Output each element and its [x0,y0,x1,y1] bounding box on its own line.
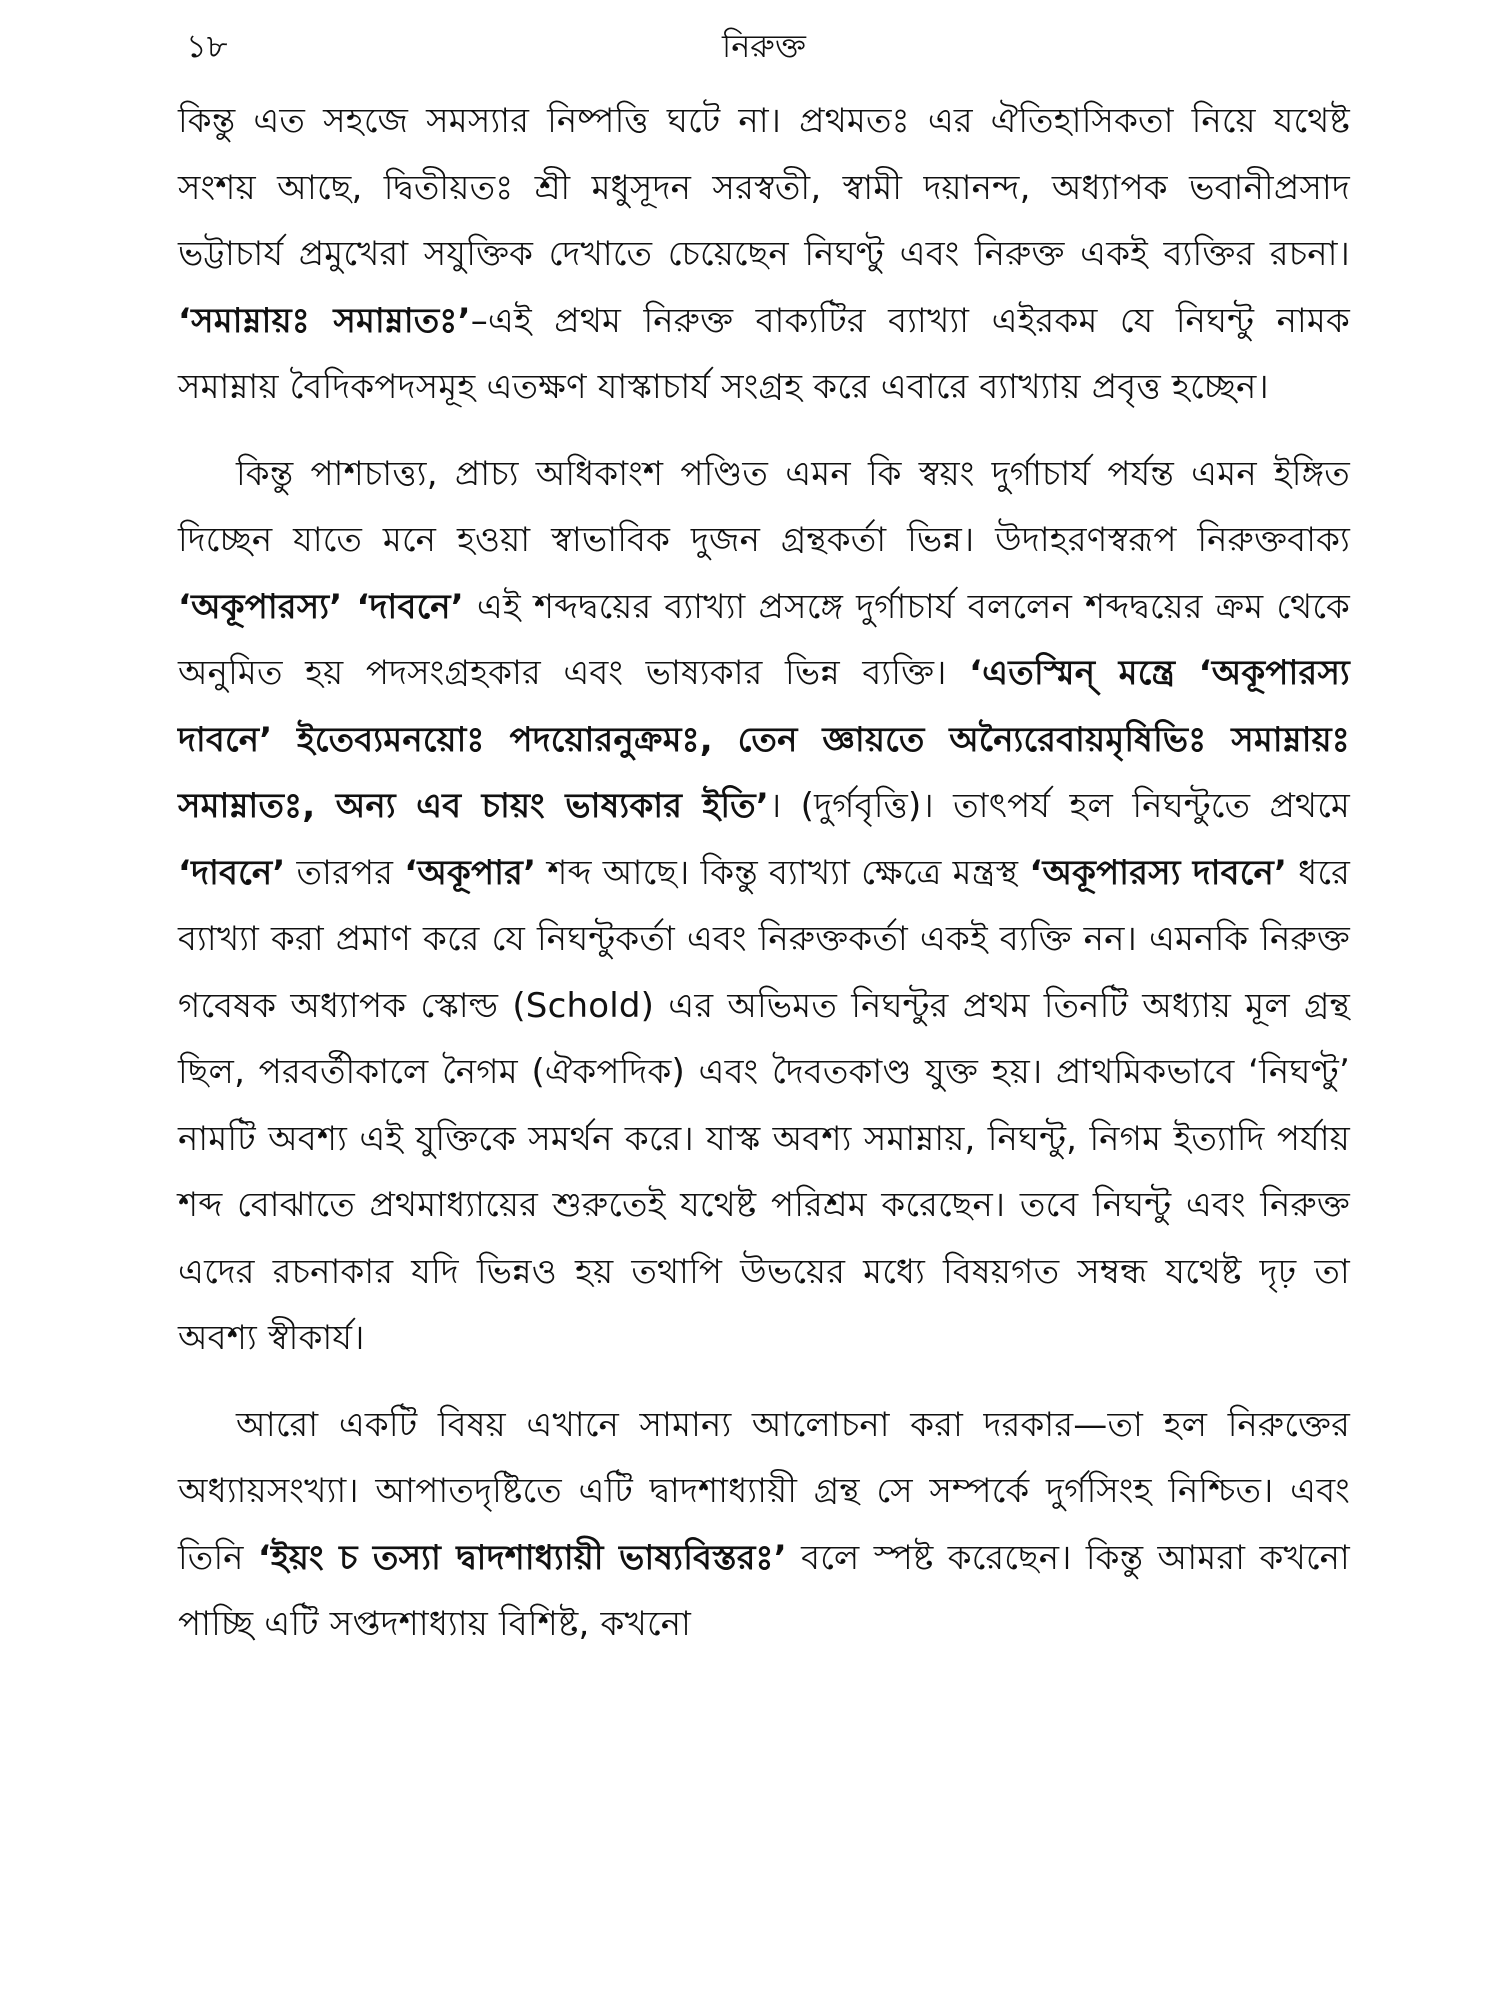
running-title: নিরুক্ত [722,27,806,65]
paragraph-2-text: শব্দ আছে। কিন্তু ব্যাখ্যা ক্ষেত্রে মন্ত্রস্থ [536,852,1030,893]
page-number: ১৮ [186,27,228,65]
paragraph-2-text: এই শব্দদ্বয়ের ব্যাখ্যা প্রসঙ্গে দুর্গাচার্য বললেন শব্দদ্বয়ের ক্রম থেকে অনুমিত হয় পদসংগ্রহকার এবং ভাষ্যকার ভিন্ন ব্যক্তি। [178,586,1350,693]
paragraph-3 [178,1392,1350,1658]
paragraph-1-text: –এই প্রথম নিরুক্ত বাক্যটির ব্যাখ্যা এইরকম যে নিঘন্টু নামক সমাম্নায় বৈদিকপদসমূহ এতক্ষণ যাস্কাচার্য সংগ্রহ করে এবারে ব্যাখ্যায় প্রবৃত্ত হচ্ছেন। [178,300,1350,407]
paragraph-2-text: ধরে ব্যাখ্যা করা প্রমাণ করে যে নিঘন্টুকর্তা এবং নিরুক্তকর্তা একই ব্যক্তি নন। এমনকি নিরুক্ত গবেষক অধ্যাপক স্কোল্ড (Schold) এর অভিমত নিঘন্টুর প্রথম তিনটি অধ্যায় মূল গ্রন্থ ছিল, পরবর্তীকালে নৈগম (ঐকপদিক) এবং দৈবতকাণ্ড যুক্ত হয়। প্রাথমিকভাবে ‘নিঘণ্টু’ নামটি অবশ্য এই যুক্তিকে সমর্থন করে। যাস্ক অবশ্য সমাম্নায়, নিঘন্টু, নিগম ইত্যাদি পর্যায় শব্দ বোঝাতে প্রথমাধ্যায়ের শুরুতেই যথেষ্ট পরিশ্রম করেছেন। তবে নিঘন্টু এবং নিরুক্ত এদের রচনাকার যদি ভিন্নও হয় তথাপি উভয়ের মধ্যে বিষয়গত সম্বন্ধ যথেষ্ট দৃঢ় তা অবশ্য স্বীকার্য। [178,852,1350,1358]
body-text [178,88,1350,1658]
paragraph-2-text: তারপর [285,852,405,893]
paragraph-2-text: কিন্তু পাশচাত্ত্য, প্রাচ্য অধিকাংশ পণ্ডিত এমন কি স্বয়ং দুর্গাচার্য পর্যন্ত এমন ইঙ্গিত দিচ্ছেন যাতে মনে হওয়া স্বাভাবিক দুজন গ্রন্থকর্তা ভিন্ন। উদাহরণস্বরূপ নিরুক্তবাক্য [178,453,1350,560]
bold-quote: ‘সমাম্নায়ঃ সমাম্নাতঃ’ [178,300,471,341]
paragraph-3-text: বলে স্পষ্ট করেছেন। কিন্তু আমরা কখনো পাচ্ছি এটি সপ্তদশাধ্যায় বিশিষ্ট, কখনো [178,1537,1350,1644]
page-header [178,18,1350,78]
paragraph-2 [178,441,1350,1372]
paragraph-1-text: কিন্তু এত সহজে সমস্যার নিষ্পত্তি ঘটে না। প্রথমতঃ এর ঐতিহাসিকতা নিয়ে যথেষ্ট সংশয় আছে, দ্বিতীয়তঃ শ্রী মধুসূদন সরস্বতী, স্বামী দয়ানন্দ, অধ্যাপক ভবানীপ্রসাদ ভট্টাচার্য প্রমুখেরা সযুক্তিক দেখাতে চেয়েছেন নিঘণ্টু এবং নিরুক্ত একই ব্যক্তির রচনা। [178,101,1350,274]
bold-quote: ‘দাবনে’ [178,852,286,893]
paragraph-2-text: । (দুর্গবৃত্তি)। তাৎপর্য হল নিঘন্টুতে প্রথমে [768,786,1351,826]
bold-quote: ‘ইয়ং চ তস্যা দ্বাদশাধ্যায়ী ভাষ্যবিস্তরঃ’ [257,1537,787,1578]
bold-quote: ‘অকূপারস্য দাবনে’ [1029,852,1288,893]
paragraph-3-text: আরো একটি বিষয় এখানে সামান্য আলোচনা করা দরকার—তা হল নিরুক্তের অধ্যায়সংখ্যা। আপাতদৃষ্টিতে এটি দ্বাদশাধ্যায়ী গ্রন্থ সে সম্পর্কে দুর্গসিংহ নিশ্চিত। এবং তিনি [178,1404,1350,1578]
bold-quote: ‘অকূপার’ [404,852,537,893]
paragraph-1 [178,88,1350,421]
bold-sanskrit-quote: ‘এতস্মিন্ মন্ত্রে ‘অকূপারস্য দাবনে’ ইতেব্যমনয়োঃ পদয়োরনুক্রমঃ, তেন জ্ঞায়তে অন্যৈরেবায়মৃষিভিঃ সমাম্নায়ঃ সমাম্নাতঃ, অন্য এব চায়ং ভাষ্যকার ইতি’ [178,653,1350,826]
bold-quote: ‘অকূপারস্য’ ‘দাবনে’ [178,586,464,627]
